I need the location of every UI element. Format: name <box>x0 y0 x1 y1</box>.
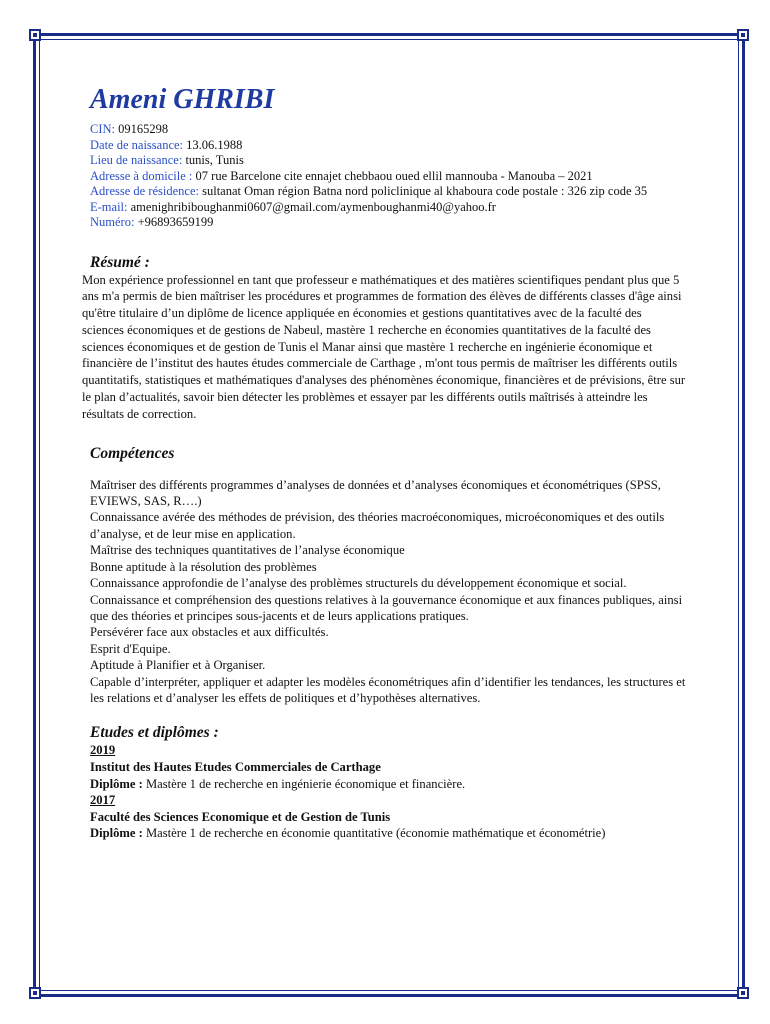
info-label: CIN: <box>90 122 115 136</box>
education-diploma <box>90 776 686 793</box>
diploma-label: Diplôme : <box>90 776 143 791</box>
cv-content <box>82 84 686 842</box>
competences-list <box>90 477 686 707</box>
education-diploma <box>90 825 686 842</box>
competence-item: Persévérer face aux obstacles et aux difficultés. <box>90 625 329 640</box>
info-phone <box>90 215 686 231</box>
competence-item: Capable d’interpréter, appliquer et adapter les modèles économétriques afin d’identifier les tendances, les structures et les relations et d’analyser les effets de politiques et d’hypothèses alternatives. <box>90 674 686 705</box>
competence-item: Connaissance approfondie de l’analyse des problèmes structurels du développement économique et social. <box>90 576 627 591</box>
competence-item: Esprit d'Equipe. <box>90 641 171 656</box>
info-home-address <box>90 169 686 185</box>
resume-text: Mon expérience professionnel en tant que professeur e mathématiques et des matières scientifiques pendant plus que 5 ans m'a permis de bien maîtriser les procédures et programmes de formation des élèves de différents classes d'âge ainsi qu'être titulaire d’un diplôme de licence appliquée en économies et gestions quantitatives avec de la faculté des sciences économiques et de gestions de Nabeul, mastère 1 recherche en économies quantitatives de la faculté des sciences économiques et de gestion de Tunis el Manar ainsi que mastère 1 recherche en ingénierie économique et financière de l’institut des hautes études commerciale de Carthage , m'ont tous permis de maîtriser les différents outils quantitatifs, statistiques et mathématiques d'analyses des phénomènes économique, financières et de prévisions, être sur le plan d’actualités, savoir bien détecter les problèmes et essayer par les différents outils maîtrisés à atteindre les résultats de correction. <box>82 272 686 421</box>
competence-item: Connaissance et compréhension des questions relatives à la gouvernance économique et aux finances publiques, ainsi que des théories et principes sous-jacents et de leurs applications pratiques. <box>90 592 683 623</box>
education-year: 2019 <box>90 743 116 758</box>
competence-item: Maîtrise des techniques quantitatives de l’analyse économique <box>90 543 405 558</box>
diploma-label: Diplôme : <box>90 826 143 841</box>
competences-title: Compétences <box>90 444 175 462</box>
competence-item: Connaissance avérée des méthodes de prévision, des théories macroéconomiques, microéconomiques et des outils d’analyse, et de leur mise en application. <box>90 510 665 541</box>
info-cin <box>90 122 686 138</box>
info-email <box>90 200 686 216</box>
diploma-text: Mastère 1 de recherche en économie quantitative (économie mathématique et économétrie) <box>142 826 606 841</box>
education-year: 2017 <box>90 793 116 808</box>
info-birth-place <box>90 153 686 169</box>
info-label: Lieu de naissance: <box>90 153 183 167</box>
email-link[interactable]: amenighribiboughanmi0607@gmail.com/aymenboughanmi40@yahoo.fr <box>127 199 496 214</box>
education-institution: Institut des Hautes Etudes Commerciales de Carthage <box>90 759 381 774</box>
education-list <box>90 742 686 842</box>
info-label: Adresse à domicile : <box>90 168 193 183</box>
personal-info <box>90 122 686 231</box>
info-value: sultanat Oman région Batna nord policlinique al khaboura code postale : 326 zip code 35 <box>198 184 648 198</box>
corner-ornament <box>29 29 41 41</box>
info-value: +96893659199 <box>134 215 214 229</box>
competence-item: Aptitude à Planifier et à Organiser. <box>90 658 266 673</box>
diploma-text: Mastère 1 de recherche en ingénierie économique et financière. <box>142 776 466 791</box>
info-label: E-mail: <box>90 199 128 214</box>
resume-title: Résumé : <box>90 253 150 271</box>
info-birth-date <box>90 138 686 154</box>
info-label: Date de naissance: <box>90 137 184 152</box>
info-value: 07 rue Barcelone cite ennajet chebbaou oued ellil mannouba - Manouba – 2021 <box>192 168 593 183</box>
info-value: tunis, Tunis <box>182 153 244 167</box>
candidate-name: Ameni GHRIBI <box>90 84 275 115</box>
competence-item: Maîtriser des différents programmes d’analyses de données et d’analyses économiques et économétriques (SPSS, EVIEWS, SAS, R….) <box>90 477 661 509</box>
info-residence-address <box>90 184 686 200</box>
corner-ornament <box>737 987 749 999</box>
corner-ornament <box>29 987 41 999</box>
info-value: 09165298 <box>115 122 169 136</box>
info-label: Numéro: <box>90 215 135 229</box>
corner-ornament <box>737 29 749 41</box>
info-label: Adresse de résidence: <box>90 184 199 198</box>
competence-item: Bonne aptitude à la résolution des problèmes <box>90 559 317 574</box>
info-value: 13.06.1988 <box>183 137 243 152</box>
education-title: Etudes et diplômes : <box>90 724 219 742</box>
education-institution: Faculté des Sciences Economique et de Gestion de Tunis <box>90 809 391 824</box>
